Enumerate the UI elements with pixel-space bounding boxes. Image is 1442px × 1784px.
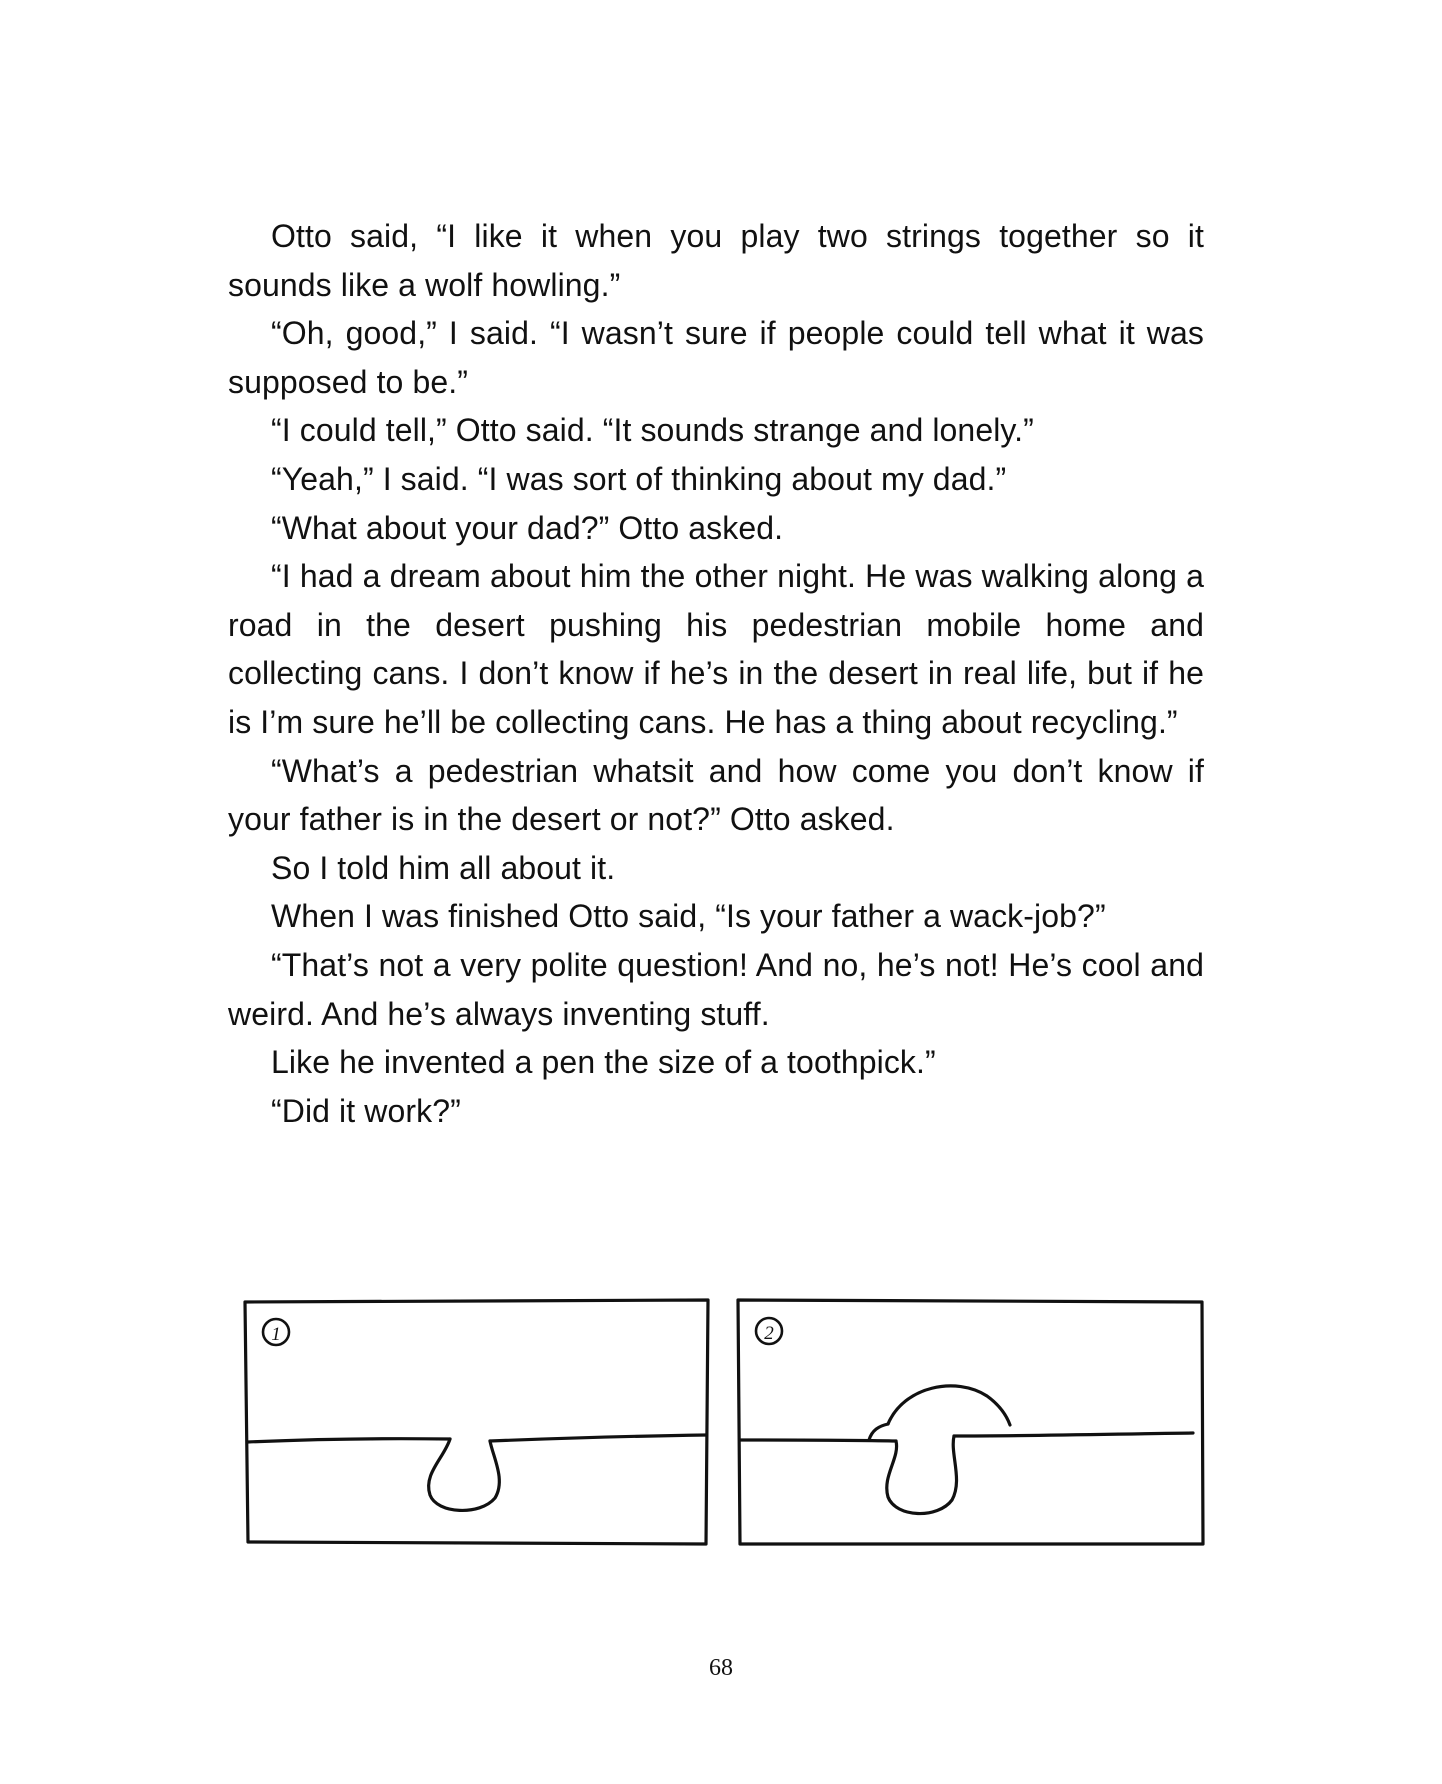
paragraph: When I was finished Otto said, “Is your father a wack-job?” bbox=[271, 898, 1106, 935]
ink-dome bbox=[888, 1386, 1010, 1425]
paragraph: “What about your dad?” Otto asked. bbox=[271, 509, 784, 546]
paragraph: “Did it work?” bbox=[271, 1092, 461, 1129]
ground-line-right bbox=[954, 1433, 1193, 1436]
ink-dome-edge bbox=[869, 1424, 888, 1440]
pen-tip-shape bbox=[887, 1436, 957, 1514]
ground-line-left bbox=[248, 1439, 450, 1442]
paragraph: So I told him all about it. bbox=[271, 849, 616, 886]
body-text bbox=[228, 212, 1204, 1135]
paragraph: “What’s a pedestrian whatsit and how come you don’t know if your father is in the desert or not?” Otto asked. bbox=[228, 752, 1204, 838]
paragraph: Like he invented a pen the size of a toothpick.” bbox=[271, 1044, 936, 1081]
paragraph: Otto said, “I like it when you play two strings together so it sounds like a wolf howling.” bbox=[228, 218, 1204, 303]
page-number: 68 bbox=[709, 1655, 733, 1681]
paragraph: “That’s not a very polite question! And no, he’s not! He’s cool and weird. And he’s always inventing stuff. bbox=[228, 946, 1204, 1032]
panel-frame bbox=[738, 1300, 1203, 1544]
comic-panel-2 bbox=[738, 1300, 1203, 1544]
panel-number: 2 bbox=[764, 1323, 774, 1344]
comic-strip bbox=[236, 1290, 1210, 1554]
pen-tip-shape bbox=[429, 1439, 500, 1510]
ground-line-right bbox=[490, 1435, 706, 1441]
paragraph: “Oh, good,” I said. “I wasn’t sure if people could tell what it was supposed to be.” bbox=[228, 315, 1204, 400]
paragraph: “I could tell,” Otto said. “It sounds strange and lonely.” bbox=[271, 412, 1034, 449]
paragraph: “Yeah,” I said. “I was sort of thinking about my dad.” bbox=[271, 460, 1007, 497]
ground-line-left bbox=[741, 1440, 896, 1441]
comic-strip-drawing bbox=[236, 1290, 1210, 1554]
comic-panel-1 bbox=[245, 1300, 708, 1544]
paragraph: “I had a dream about him the other night. He was walking along a road in the desert pushing his pedestrian mobile home and collecting cans. I don’t know if he’s in the desert in real life, but if he is I’m sure he’ll be collecting cans. He has a thing about recycling.” bbox=[228, 558, 1204, 740]
panel-number: 1 bbox=[271, 1324, 281, 1345]
